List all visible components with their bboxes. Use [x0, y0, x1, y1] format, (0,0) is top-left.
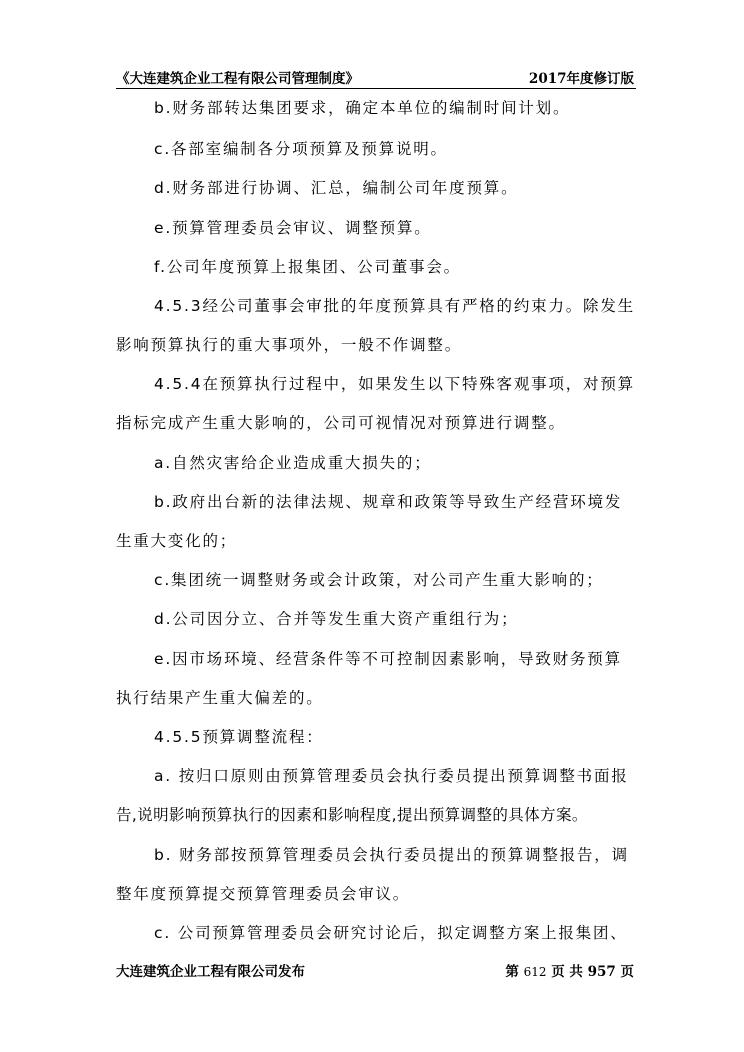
paragraph-line: b.财务部转达集团要求，确定本单位的编制时间计划。: [154, 99, 571, 117]
paragraph-line: f.公司年度预算上报集团、公司董事会。: [154, 258, 461, 276]
paragraph-line: 4.5.4在预算执行过程中，如果发生以下特殊客观事项，对预算: [154, 375, 635, 393]
page-current: 612: [523, 965, 547, 979]
paragraph-line: d.财务部进行协调、汇总，编制公司年度预算。: [154, 179, 519, 197]
paragraph-line: d.公司因分立、合并等发生重大资产重组行为；: [154, 610, 519, 628]
footer-publisher: 大连建筑企业工程有限公司发布: [116, 964, 305, 980]
paragraph-line: a. 按归口原则由预算管理委员会执行委员提出预算调整书面报: [154, 767, 629, 785]
page-header: [116, 66, 636, 89]
paragraph-line: e.因市场环境、经营条件等不可控制因素影响，导致财务预算: [154, 650, 622, 668]
page-suffix: 页: [620, 964, 634, 980]
page-footer: [116, 960, 636, 982]
paragraph-line: b. 财务部按预算管理委员会执行委员提出的预算调整报告，调: [154, 846, 629, 864]
paragraph-line: 影响预算执行的重大事项外，一般不作调整。: [116, 336, 463, 354]
paragraph-line: 4.5.5预算调整流程：: [154, 728, 324, 746]
paragraph-line: c. 公司预算管理委员会研究讨论后，拟定调整方案上报集团、: [154, 924, 628, 942]
header-title: 《大连建筑企业工程有限公司管理制度》: [116, 71, 359, 87]
paragraph-line: 4.5.3经公司董事会审批的年度预算具有严格的约束力。除发生: [154, 297, 635, 315]
paragraph-line: 整年度预算提交预算管理委员会审议。: [116, 885, 411, 903]
header-edition: 2017年度修订版: [528, 71, 634, 87]
paragraph-line: 执行结果产生重大偏差的。: [116, 689, 324, 707]
paragraph-line: a.自然灾害给企业造成重大损失的；: [154, 454, 432, 472]
paragraph-line: b.政府出台新的法律法规、规章和政策等导致生产经营环境发: [154, 493, 623, 511]
page-mid: 页 共: [551, 964, 583, 980]
paragraph-line: c.集团统一调整财务或会计政策，对公司产生重大影响的；: [154, 571, 604, 589]
paragraph-line: 告,说明影响预算执行的因素和影响程度,提出预算调整的具体方案。: [116, 806, 588, 824]
paragraph-line: 指标完成产生重大影响的，公司可视情况对预算进行调整。: [116, 414, 566, 432]
page-number: [505, 960, 634, 980]
paragraph-line: 生重大变化的；: [116, 532, 238, 550]
page-prefix: 第: [505, 964, 519, 980]
paragraph-line: c.各部室编制各分项预算及预算说明。: [154, 140, 448, 158]
page-total: 957: [587, 964, 616, 980]
paragraph-line: e.预算管理委员会审议、调整预算。: [154, 219, 432, 237]
